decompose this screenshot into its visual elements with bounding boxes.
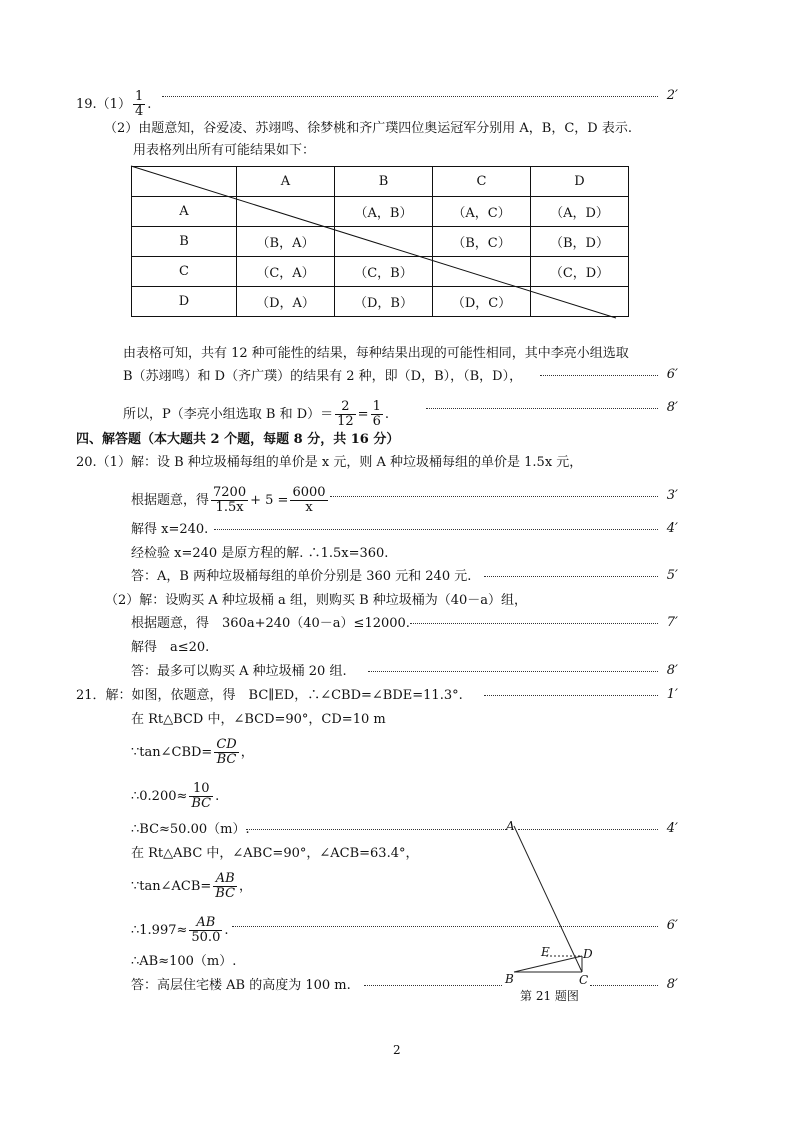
- q21-line1: 21．解：如图，依题意，得 BC∥ED，∴∠CBD=∠BDE=11.3°.: [76, 688, 463, 703]
- table-cell: （D，A）: [237, 287, 335, 317]
- fraction-cd-over-bc: $\frac{CD}{BC}$: [216, 737, 237, 767]
- q20-equation: 根据题意，得 $\frac{7200}{1.5x}$ + 5 = $\frac{6000}{x}$: [131, 485, 326, 515]
- figure-label-a: A: [506, 819, 515, 833]
- table-header-cell: C: [433, 167, 531, 197]
- score-mark: 8′: [666, 400, 678, 415]
- score-mark: 5′: [666, 568, 678, 583]
- table-cell: （B，C）: [433, 227, 531, 257]
- q20-solve: 解得 x=240.: [131, 522, 209, 537]
- q20-part2-setup: （2）解：设购买 A 种垃圾桶 a 组，则购买 B 种垃圾桶为（40－a）组，: [105, 593, 528, 608]
- table-header-cell: D: [531, 167, 629, 197]
- table-cell: （C，D）: [531, 257, 629, 287]
- q19-conclusion-line2: B（苏翊鸣）和 D（齐广璞）的结果有 2 种，即（D，B），（B，D），: [123, 369, 523, 384]
- q20-line1: 20.（1）解：设 B 种垃圾桶每组的单价是 x 元，则 A 种垃圾桶每组的单价是 1.5x 元，: [76, 455, 583, 470]
- q19-part1: 19.（1） $\frac{1}{4}$ .: [76, 89, 152, 119]
- q20-inequality: 根据题意，得 360a+240（40－a）≤12000.: [131, 616, 410, 631]
- score-mark: 6′: [666, 367, 678, 382]
- q21-approx-bc: ∴0.200≈ $\frac{10}{BC}$ .: [131, 781, 220, 811]
- q21-line2: 在 Rt△BCD 中，∠BCD=90°，CD=10 m: [131, 712, 386, 727]
- fraction-one-sixth: $\frac{1}{6}$: [372, 399, 381, 429]
- q21-bc-result: ∴BC≈50.00（m）.: [131, 822, 250, 837]
- q21-ab-result: ∴AB≈100（m）.: [131, 954, 237, 969]
- q21-tan-cbd: ∵tan∠CBD= $\frac{CD}{BC}$ ，: [131, 737, 254, 767]
- figure-label-c: C: [579, 973, 589, 987]
- q21-tan-acb: ∵tan∠ACB= $\frac{AB}{BC}$ ，: [131, 871, 253, 901]
- score-mark: 8′: [666, 663, 678, 678]
- table-cell: （A，D）: [531, 197, 629, 227]
- figure-label-d: D: [583, 947, 593, 961]
- score-mark: 7′: [666, 615, 678, 630]
- section-title: 四、解答题（本大题共 2 个题，每题 8 分，共 16 分）: [76, 432, 400, 447]
- score-mark: 4′: [666, 821, 678, 836]
- table-row-head: B: [132, 227, 237, 257]
- figure-label-b: B: [505, 972, 514, 986]
- table-cell: （C，A）: [237, 257, 335, 287]
- q21-line6: 在 Rt△ABC 中，∠ABC=90°，∠ACB=63.4°，: [131, 846, 419, 861]
- score-mark: 6′: [666, 918, 678, 933]
- q20-answer2: 答：最多可以购买 A 种垃圾桶 20 组.: [131, 664, 347, 679]
- score-mark: 1′: [666, 687, 678, 702]
- score-mark: 8′: [666, 977, 678, 992]
- score-mark: 2′: [666, 88, 678, 103]
- q19-conclusion-line1: 由表格可知，共有 12 种可能性的结果，每种结果出现的可能性相同，其中李亮小组选取: [123, 346, 629, 361]
- fraction-ab-over-50: $\frac{AB}{50.0}$: [191, 915, 221, 945]
- q20-answer1: 答：A，B 两种垃圾桶每组的单价分别是 360 元和 240 元.: [131, 569, 472, 584]
- score-mark: 4′: [666, 521, 678, 536]
- page-number: 2: [393, 1043, 401, 1057]
- fraction-10-over-bc: $\frac{10}{BC}$: [191, 781, 212, 811]
- score-mark: 3′: [666, 488, 678, 503]
- q20-solve2: 解得 a≤20.: [131, 640, 210, 655]
- q19-part2-line2: 用表格列出所有可能结果如下：: [133, 143, 316, 158]
- table-cell: （D，C）: [433, 287, 531, 317]
- table-header-cell: B: [335, 167, 433, 197]
- fraction-6000-over-x: $\frac{6000}{x}$: [292, 485, 326, 515]
- figure-caption: 第 21 题图: [520, 989, 579, 1003]
- table-row-head: D: [132, 287, 237, 317]
- table-row-head: C: [132, 257, 237, 287]
- table-header-cell: A: [237, 167, 335, 197]
- table-cell: （D，B）: [335, 287, 433, 317]
- table-cell: （A，B）: [335, 197, 433, 227]
- fraction-two-twelfths: $\frac{2}{12}$: [337, 399, 354, 429]
- fraction-7200-over-1.5x: $\frac{7200}{1.5x}$: [213, 485, 247, 515]
- table-cell: （B，D）: [531, 227, 629, 257]
- q20-check: 经检验 x=240 是原方程的解. ∴1.5x=360.: [131, 546, 389, 561]
- table-cell: （A，C）: [433, 197, 531, 227]
- table-row-head: A: [132, 197, 237, 227]
- fraction-ab-over-bc: $\frac{AB}{BC}$: [215, 871, 236, 901]
- fraction-one-quarter: $\frac{1}{4}$: [134, 89, 144, 119]
- q19-conclusion-line3: 所以，P（李亮小组选取 B 和 D）＝ $\frac{2}{12}$ = $\frac{1}{6}$ .: [123, 399, 389, 429]
- table-cell: （C，B）: [335, 257, 433, 287]
- figure-label-e: E: [541, 945, 550, 959]
- table-cell: （B，A）: [237, 227, 335, 257]
- q21-approx-ab: ∴1.997≈ $\frac{AB}{50.0}$ .: [131, 915, 229, 945]
- q21-answer: 答：高层住宅楼 AB 的高度为 100 m.: [131, 978, 351, 993]
- q19-part2-line1: （2）由题意知，谷爱凌、苏翊鸣、徐梦桃和齐广璞四位奥运冠军分别用 A，B，C，D 表示.: [104, 121, 632, 136]
